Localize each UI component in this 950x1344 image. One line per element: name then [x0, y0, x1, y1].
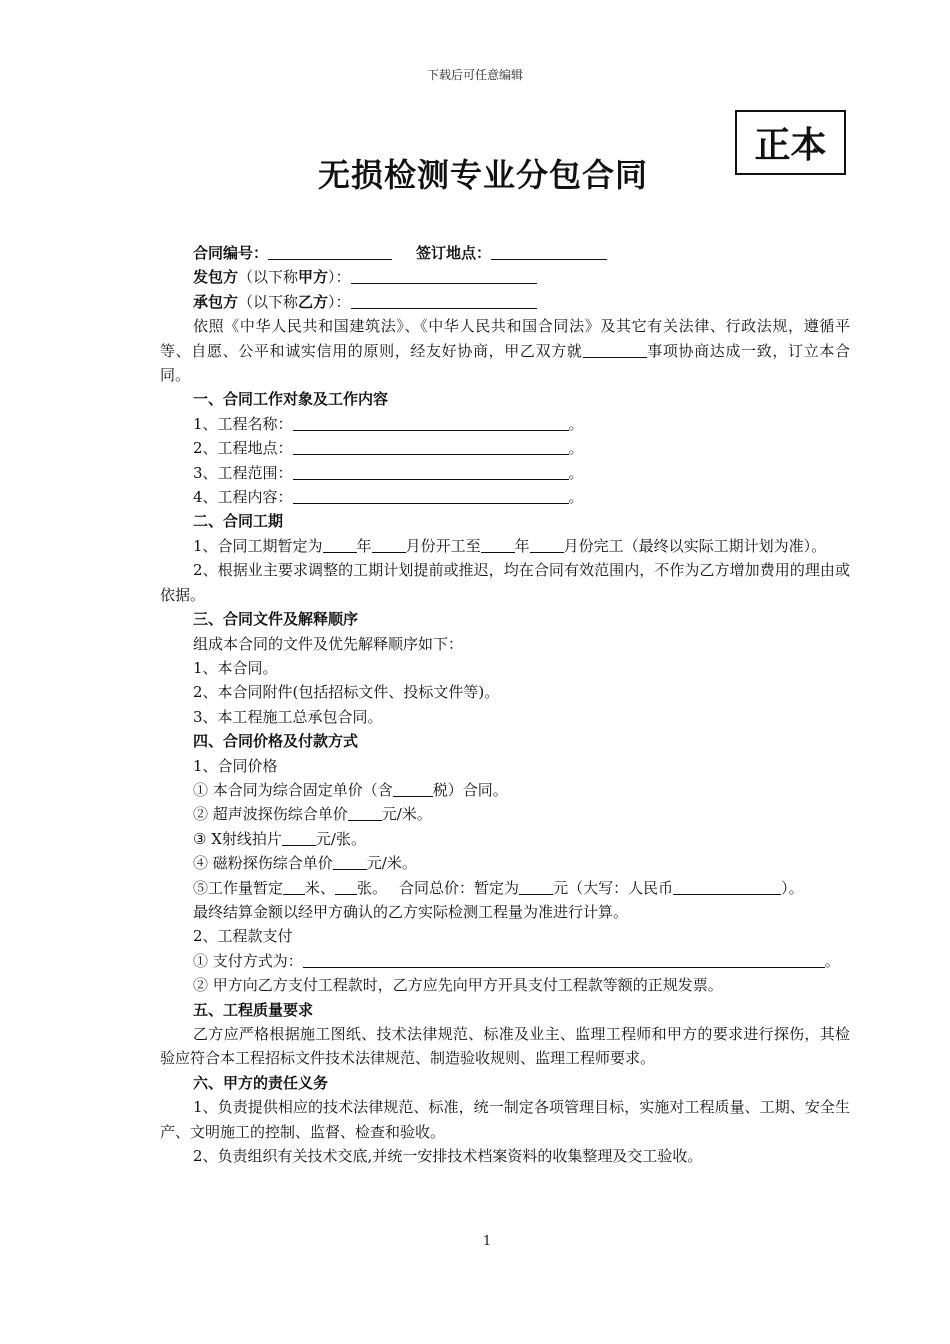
price-4-text-b: 元/米。 [366, 854, 417, 873]
price-5-text-c: 张。 [357, 878, 388, 897]
party-a-mid: （以下称 [238, 268, 299, 287]
price-5-text-b: 米、 [305, 878, 336, 897]
magnetic-price-blank[interactable] [333, 853, 367, 870]
project-name-label: 1、工程名称： [193, 414, 293, 433]
price-5-text-f: ）。 [781, 878, 804, 897]
ultrasonic-price-blank[interactable] [348, 804, 382, 821]
project-content-label: 4、工程内容： [193, 488, 293, 507]
sign-place-blank[interactable] [491, 243, 607, 260]
price-item-5 [160, 876, 850, 900]
settlement-note: 最终结算金额以经甲方确认的乙方实际检测工程量为准进行计算。 [193, 902, 629, 921]
price-item-2 [160, 802, 850, 826]
period: 。 [824, 951, 840, 970]
schedule-item-1 [160, 534, 850, 558]
document-item-1: 1、本合同。 [193, 658, 278, 677]
work-item-2 [160, 436, 850, 460]
duty-item-2: 2、负责组织有关技术交底,并统一安排技术档案资料的收集整理及交工验收。 [193, 1147, 703, 1166]
price-item-1 [160, 778, 850, 802]
rmb-words-blank[interactable] [673, 878, 781, 895]
payment-subheading: 2、工程款支付 [193, 927, 293, 946]
document-item-2: 2、本合同附件(包括招标文件、投标文件等)。 [193, 683, 500, 702]
work-item-3 [160, 461, 850, 485]
period: 。 [568, 488, 584, 507]
xray-price-blank[interactable] [282, 829, 316, 846]
price-3-text-b: 元/张。 [315, 829, 366, 848]
start-month-blank[interactable] [372, 536, 406, 553]
contract-no-blank[interactable] [268, 243, 392, 260]
party-a-label: 发包方 [193, 268, 239, 287]
price-2-text-a: ② 超声波探伤综合单价 [193, 805, 348, 824]
project-scope-blank[interactable] [293, 463, 569, 480]
party-b-label: 承包方 [193, 292, 239, 311]
section-3-heading: 三、合同文件及解释顺序 [193, 610, 359, 629]
header-note: 下载后可任意编辑 [426, 68, 523, 82]
tax-blank[interactable] [393, 780, 433, 797]
intro-matter-blank[interactable] [583, 341, 647, 358]
party-a-blank[interactable] [351, 267, 537, 284]
contract-info-line [160, 241, 850, 265]
page-number: 1 [482, 1234, 492, 1249]
party-a-post: ）： [328, 268, 351, 287]
period: 。 [568, 463, 584, 482]
project-site-label: 2、工程地点： [193, 439, 293, 458]
work-item-1 [160, 412, 850, 436]
schedule-text-a: 1、合同工期暂定为 [193, 536, 323, 555]
section-6-heading: 六、甲方的责任义务 [193, 1073, 329, 1092]
price-item-3 [160, 827, 850, 851]
schedule-text-d: 年 [514, 536, 530, 555]
price-5-text-e: 元（大写：人民币 [553, 878, 674, 897]
total-price-blank[interactable] [519, 878, 553, 895]
schedule-text-e: 月份完工（最终以实际工期计划为准）。 [563, 536, 827, 555]
section-2-heading: 二、合同工期 [193, 512, 284, 531]
party-b-blank[interactable] [351, 292, 537, 309]
section-4-heading: 四、合同价格及付款方式 [193, 732, 359, 751]
price-1-text-a: ① 本合同为综合固定单价（含 [193, 780, 393, 799]
price-4-text-a: ④ 磁粉探伤综合单价 [193, 854, 333, 873]
intro-text-a: 依照《中华人民共和国建筑法》、《中华人民共和国合同法》及其它有关法律、行政法规，遵循平等、自愿、公平和诚实信用的原则，经友好协商，甲乙双方就 [160, 317, 850, 360]
schedule-text-b: 年 [356, 536, 372, 555]
project-content-blank[interactable] [293, 487, 569, 504]
price-3-text-a: ③ X射线拍片 [193, 829, 282, 848]
start-year-blank[interactable] [323, 536, 357, 553]
end-month-blank[interactable] [530, 536, 564, 553]
documents-intro: 组成本合同的文件及优先解释顺序如下： [193, 634, 464, 653]
price-5-text-a: ⑤工作量暂定 [193, 878, 284, 897]
meters-blank[interactable] [283, 878, 305, 895]
intro-paragraph [160, 314, 850, 387]
payment-method-blank[interactable] [303, 951, 825, 968]
price-subheading: 1、合同价格 [193, 756, 278, 775]
project-name-blank[interactable] [293, 414, 569, 431]
duty-item-1: 1、负责提供相应的技术法律规范、标准，统一制定各项管理目标，实施对工程质量、工期、安全生产、文明施工的控制、监督、检查和验收。 [160, 1098, 850, 1141]
party-b-line [160, 290, 850, 314]
party-a-name: 甲方 [298, 268, 329, 287]
intro-text-b: 事项协商达成一致，订立本合同。 [160, 341, 850, 385]
section-5-heading: 五、工程质量要求 [193, 1000, 314, 1019]
end-year-blank[interactable] [481, 536, 515, 553]
project-site-blank[interactable] [293, 438, 569, 455]
price-5-text-d: 合同总价：暂定为 [399, 878, 520, 897]
party-b-post: ）： [328, 292, 351, 311]
payment-item-1 [160, 949, 850, 973]
price-1-text-b: 税）合同。 [432, 780, 508, 799]
document-body [160, 241, 850, 1168]
period: 。 [568, 439, 584, 458]
sheets-blank[interactable] [335, 878, 357, 895]
sign-place-label: 签订地点： [416, 244, 492, 262]
work-item-4 [160, 485, 850, 509]
original-copy-stamp: 正本 [735, 110, 846, 175]
party-b-mid: （以下称 [238, 292, 299, 311]
price-item-4 [160, 851, 850, 875]
party-b-name: 乙方 [298, 292, 329, 311]
schedule-item-2: 2、根据业主要求调整的工期计划提前或推迟，均在合同有效范围内，不作为乙方增加费用的理由或依据。 [160, 561, 850, 604]
schedule-text-c: 月份开工至 [405, 536, 481, 555]
party-a-line [160, 265, 850, 289]
payment-method-label: ① 支付方式为： [193, 951, 303, 970]
section-1-heading: 一、合同工作对象及工作内容 [193, 390, 389, 409]
payment-item-2: ② 甲方向乙方支付工程款时，乙方应先向甲方开具支付工程款等额的正规发票。 [193, 976, 723, 995]
period: 。 [568, 414, 584, 433]
project-scope-label: 3、工程范围： [193, 463, 293, 482]
document-item-3: 3、本工程施工总承包合同。 [193, 707, 383, 726]
price-2-text-b: 元/米。 [381, 805, 432, 824]
document-title: 无损检测专业分包合同 [317, 156, 648, 194]
contract-no-label: 合同编号： [193, 244, 269, 262]
quality-paragraph: 乙方应严格根据施工图纸、技术法律规范、标准及业主、监理工程师和甲方的要求进行探伤，其检验应符合本工程招标文件技术法律规范、制造验收规则、监理工程师要求。 [160, 1025, 850, 1068]
